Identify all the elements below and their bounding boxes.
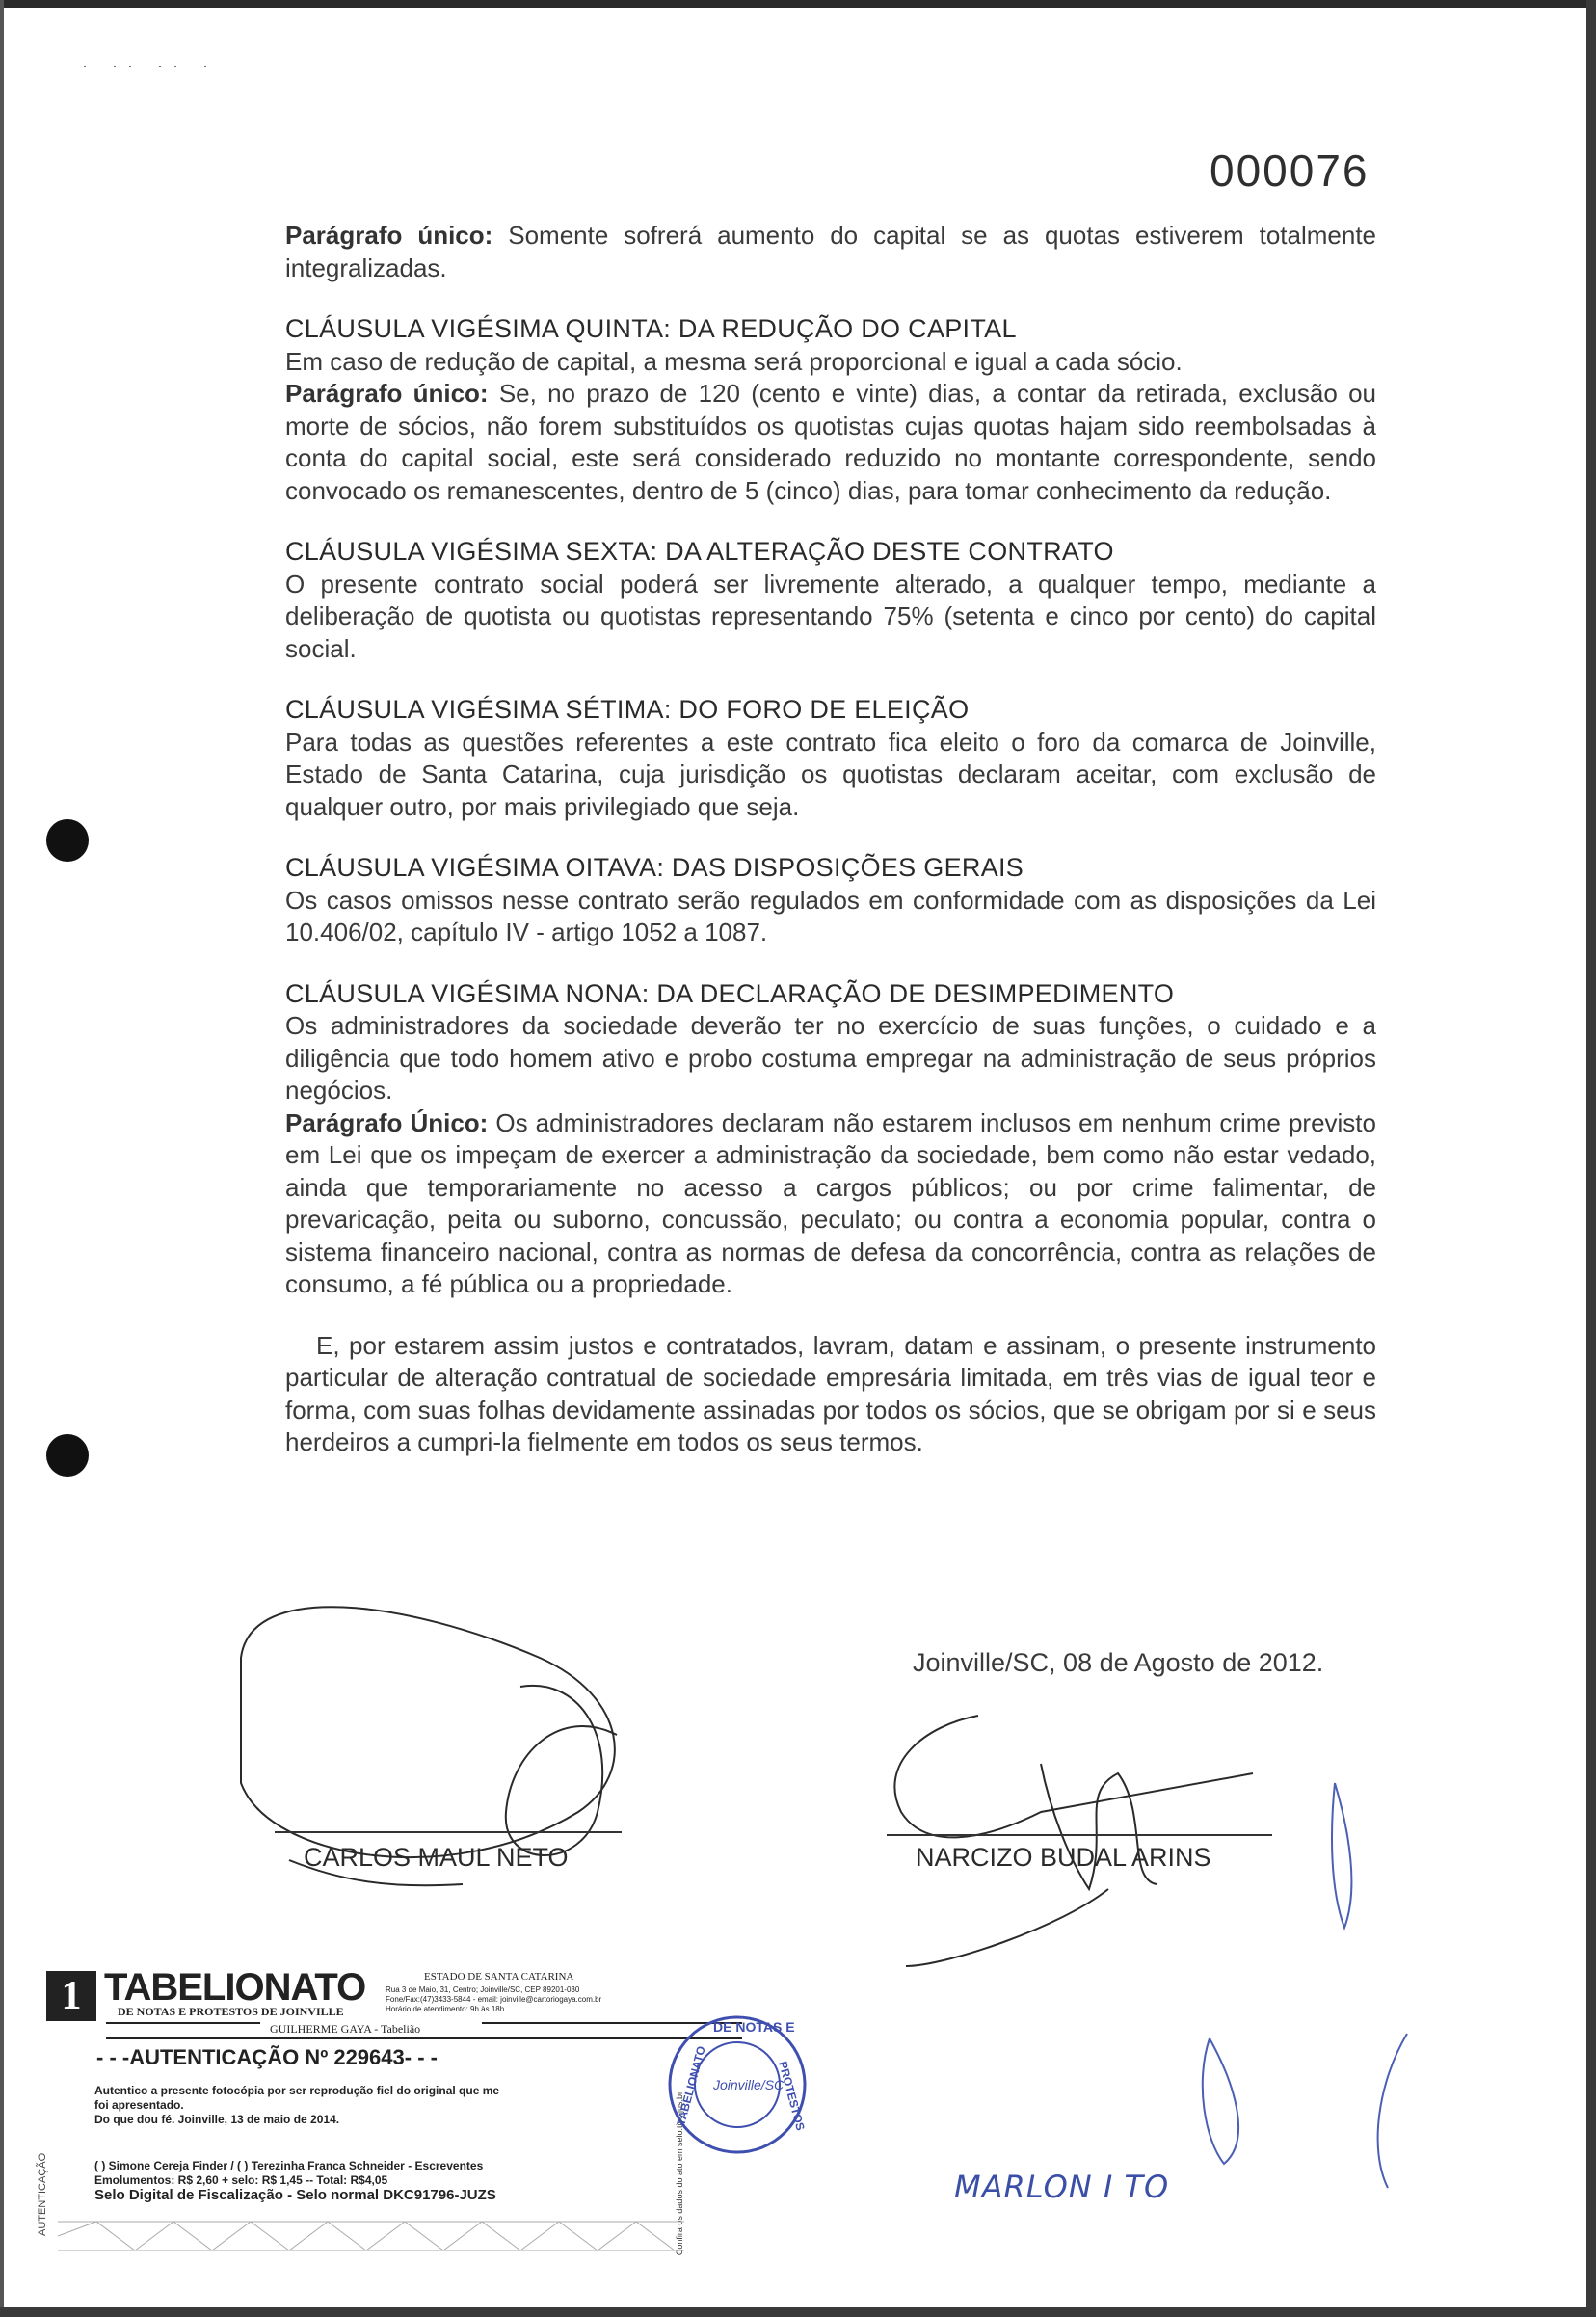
notary-logo: 1 <box>46 1971 96 2021</box>
clerks-line: ( ) Simone Cereja Finder / ( ) Terezinha Franca Schneider - Escreventes <box>94 2159 484 2172</box>
stamp-rule-under <box>106 2037 742 2039</box>
authentication-date: Do que dou fé. Joinville, 13 de maio de 2014. <box>94 2113 340 2126</box>
notary-contact-line: Fone/Fax:(47)3433-5844 - email: joinville@cartoriogaya.com.br <box>386 1995 602 2004</box>
clause-27-title: CLÁUSULA VIGÉSIMA SÉTIMA: DO FORO DE ELEIÇÃO <box>285 695 970 724</box>
notary-tabeliao: GUILHERME GAYA - Tabelião <box>270 2022 421 2036</box>
notary-stamp <box>29 1966 723 2246</box>
paragraph-text: Se, no prazo de 120 (cento e vinte) dias, a contar da retirada, exclusão ou morte de sócios, não forem substituídos os quotistas cujas quotas hajam sido reembolsadas à conta do capital social, este será considerado reduzido no montante correspondente, sendo convocado os remanescentes, dentro de 5 (cinco) dias, para tomar conhecimento da redução. <box>285 379 1376 505</box>
certificate-side-text: Confira os dados do ato em selo.tjsc.jus.br <box>675 2091 684 2256</box>
date-line: Joinville/SC, 08 de Agosto de 2012. <box>913 1648 1324 1677</box>
authentication-text <box>94 2084 509 2127</box>
clause-25-text: Em caso de redução de capital, a mesma será proporcional e igual a cada sócio. <box>285 346 1183 376</box>
notary-address <box>386 1985 761 2014</box>
clause-29-text: Os administradores da sociedade deverão ter no exercício de suas funções, o cuidado e a diligência que todo homem ativo e probo costuma empregar na administração de seus próprios negócios. <box>285 1011 1376 1105</box>
blue-initial-3 <box>1378 2034 1407 2188</box>
notary-address-line: Rua 3 de Maio, 31, Centro; Joinville/SC, CEP 89201-030 <box>386 1985 580 1994</box>
notary-title: TABELIONATO <box>104 1966 366 2009</box>
paragraph-label: Parágrafo único: <box>285 221 493 250</box>
seal-right-text: PROTESTOS <box>776 2060 808 2133</box>
stamp-security-pattern <box>58 2217 684 2255</box>
handwritten-initials: MARLON I TO <box>954 2169 1170 2205</box>
paragraph-text: Somente sofrerá aumento do capital se as quotas estiverem totalmente integralizadas. <box>285 221 1377 282</box>
blue-initial-1 <box>1332 1783 1351 1928</box>
notary-state: ESTADO DE SANTA CATARINA <box>424 1971 574 1983</box>
right-signature-stroke <box>894 1716 1253 1837</box>
seal-line: Selo Digital de Fiscalização - Selo normal DKC91796-JUZS <box>94 2187 496 2203</box>
stamp-rule-left <box>106 2022 260 2024</box>
authentication-footer <box>94 2159 673 2202</box>
left-signature-loop <box>241 1607 615 1857</box>
clause-27-text: Para todas as questões referentes a este contrato fica eleito o foro da comarca de Joinville, Estado de Santa Catarina, cuja jurisdição os quotistas declaram aceitar, com exclusão de qualquer outro, por mais privilegiado que seja. <box>285 727 1376 821</box>
right-signature-line <box>887 1834 1272 1836</box>
left-signature-line <box>275 1831 622 1833</box>
paragraph-text: Os administradores declaram não estarem inclusos em nenhum crime previsto em Lei que os impeçam de exercer a administração da sociedade, bem como não estar vedado, ainda que temporariamente no acesso a cargos públicos; ou por crime falimentar, de prevaricação, peita ou suborno, concussão, peculato; ou contra a economia popular, contra o sistema financeiro nacional, contra as normas de defesa da concorrência, contra as relações de consumo, a fé pública ou a propriedade. <box>285 1107 1376 1298</box>
stamp-side-text: AUTENTICAÇÃO <box>37 2152 48 2236</box>
notary-subtitle: DE NOTAS E PROTESTOS DE JOINVILLE <box>118 2005 344 2018</box>
right-signatory-name: NARCIZO BUDAL ARINS <box>916 1843 1211 1872</box>
seal-top-text: DE NOTAS E <box>713 2019 795 2035</box>
page-number: 000076 <box>1210 146 1370 196</box>
paragraph-label: Parágrafo único: <box>285 379 489 408</box>
left-signature-stroke <box>506 1686 617 1855</box>
clause-25-title: CLÁUSULA VIGÉSIMA QUINTA: DA REDUÇÃO DO CAPITAL <box>285 314 1017 343</box>
notary-round-seal <box>665 2012 810 2157</box>
clause-29-title: CLÁUSULA VIGÉSIMA NONA: DA DECLARAÇÃO DE DESIMPEDIMENTO <box>285 978 1175 1008</box>
notary-hours-line: Horário de atendimento: 9h às 18h <box>386 2005 505 2013</box>
scan-specks: · ·· ·· · <box>82 56 218 75</box>
clause-28-title: CLÁUSULA VIGÉSIMA OITAVA: DAS DISPOSIÇÕES GERAIS <box>285 853 1024 882</box>
fees-line: Emolumentos: R$ 2,60 + selo: R$ 1,45 -- Total: R$4,05 <box>94 2173 388 2187</box>
clause-26-title: CLÁUSULA VIGÉSIMA SEXTA: DA ALTERAÇÃO DESTE CONTRATO <box>285 537 1114 566</box>
right-signature-tail <box>906 1889 1108 1966</box>
paragraph-label: Parágrafo Único: <box>285 1107 489 1137</box>
seal-left-text: TABELIONATO <box>674 2044 708 2127</box>
left-signatory-name: CARLOS MAUL NETO <box>304 1843 569 1872</box>
seal-center-text: Joinville/SC <box>713 2077 785 2092</box>
closing-paragraph: E, por estarem assim justos e contratados, lavram, datam e assinam, o presente instrumento particular de alteração contratual de sociedade empresária limitada, em três vias de igual teor e forma, com suas folhas devidamente assinadas por todos os sócios, que se obrigam por si e seus herdeiros a cumpri-la fielmente em todos os seus termos. <box>285 1330 1376 1456</box>
blue-initial-2 <box>1203 2038 1238 2164</box>
clause-26-text: O presente contrato social poderá ser livremente alterado, a qualquer tempo, mediante a deliberação de quotista ou quotistas representando 75% (setenta e cinco por cento) do capital social. <box>285 569 1376 663</box>
authentication-number: - - -AUTENTICAÇÃO Nº 229643- - - <box>96 2045 438 2069</box>
clause-28-text: Os casos omissos nesse contrato serão regulados em conformidade com as disposições da Lei 10.406/02, capítulo IV - artigo 1052 a 1087. <box>285 885 1376 946</box>
authentication-statement: Autentico a presente fotocópia por ser reprodução fiel do original que me foi apresentado. <box>94 2084 500 2112</box>
